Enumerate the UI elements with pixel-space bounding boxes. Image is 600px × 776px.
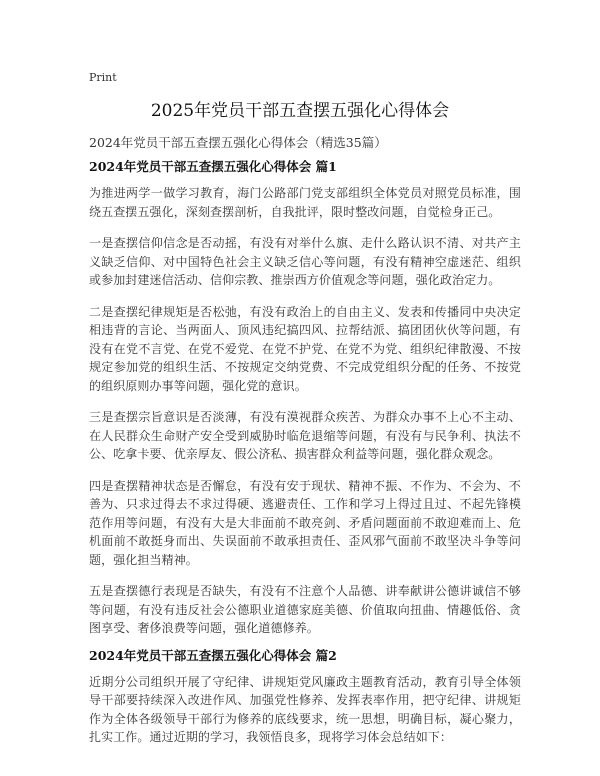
- paragraph: 为推进两学一做学习教育，海门公路部门党支部组织全体党员对照党员标准，围绕五查摆五强化，深刻查摆剖析，自我批评，限时整改问题，自觉检身正己。: [89, 186, 521, 219]
- page-title: 2025年党员干部五查摆五强化心得体会: [150, 101, 450, 121]
- paragraph: 二是查摆纪律规矩是否松弛，有没有政治上的自由主义、发表和传播同中央决定相违背的言论、当两面人、顶风违纪搞四风、拉帮结派、搞团团伙伙等问题，有没有在党不言党、在党不爱党、在党不护党、在党不为党、组织纪律散漫、不按规定参加党的组织生活、不按规定交纳党费、不完成党组织分配的任务、不按党的组织原则办事等问题，强化党的意识。: [89, 304, 521, 393]
- section-heading: 2024年党员干部五查摆五强化心得体会 篇1: [89, 159, 337, 174]
- section-heading: 2024年党员干部五查摆五强化心得体会 篇2: [89, 647, 337, 663]
- paragraph: 四是查摆精神状态是否懈怠，有没有安于现状、精神不振、不作为、不会为、不善为、只求过得去不求过得硬、逃避责任、工作和学习上得过且过、不起先锋模范作用等问题，有没有大是大非面前不敢亮剑、矛盾问题面前不敢迎难而上、危机面前不敢挺身而出、失误面前不敢承担责任、歪风邪气面前不敢坚决斗争等问题，强化担当精神。: [89, 478, 521, 567]
- paragraph: 三是查摆宗旨意识是否淡薄，有没有漠视群众疾苦、为群众办事不上心不主动、在人民群众生命财产安全受到威胁时临危退缩等问题，有没有与民争利、执法不公、吃拿卡要、优亲厚友、假公济私、损害群众利益等问题，强化群众观念。: [89, 410, 521, 461]
- paragraph: 一是查摆信仰信念是否动摇，有没有对举什么旗、走什么路认识不清、对共产主义缺乏信仰、对中国特色社会主义缺乏信心等问题，有没有精神空虚迷茫、组织或参加封建迷信活动、信仰宗教、推崇西方价值观念等问题，强化政治定力。: [89, 236, 521, 287]
- document-subtitle: 2024年党员干部五查摆五强化心得体会（精选35篇）: [89, 135, 387, 150]
- paragraph: 近期分公司组织开展了守纪律、讲规矩党风廉政主题教育活动，教育引导全体领导干部要持续深入改进作风、加强党性修养、发挥表率作用，把守纪律、讲规矩作为全体各级领导干部行为修养的底线要求，统一思想，明确目标，凝心聚力，扎实工作。通过近期的学习，我领悟良多，现将学习体会总结如下：: [89, 674, 521, 744]
- paragraph: 五是查摆德行表现是否缺失，有没有不注意个人品德、讲奉献讲公德讲诚信不够等问题，有没有违反社会公德职业道德家庭美德、价值取向扭曲、情趣低俗、贪图享受、奢侈浪费等问题，强化道德修养。: [89, 584, 521, 635]
- document-body: [89, 158, 521, 760]
- print-link[interactable]: Print: [89, 71, 117, 84]
